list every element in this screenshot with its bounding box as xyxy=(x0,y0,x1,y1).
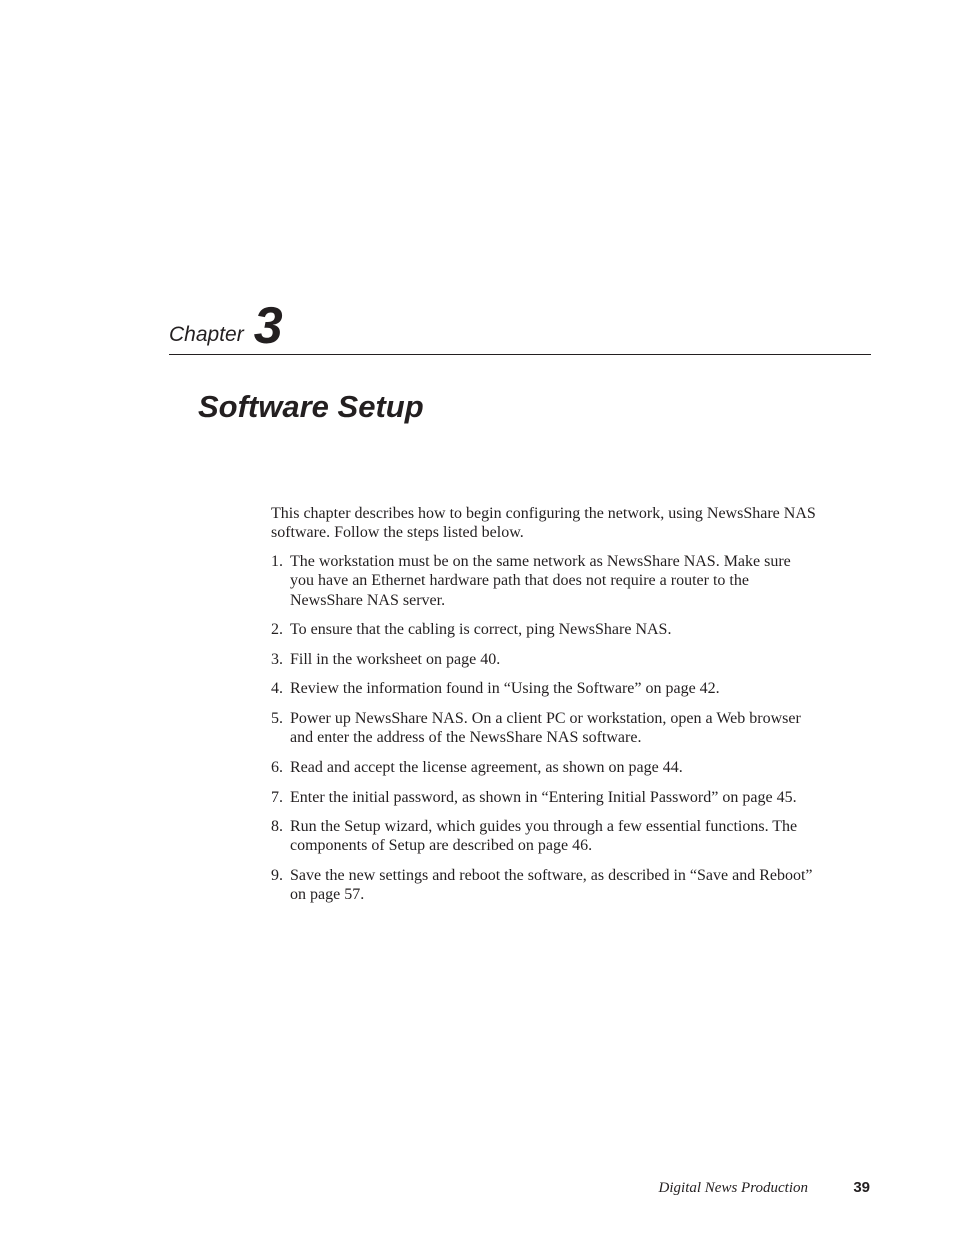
step-item xyxy=(271,817,816,856)
step-text: Read and accept the license agreement, as shown on page 44. xyxy=(290,758,683,776)
step-item xyxy=(271,650,816,669)
step-text: Power up NewsShare NAS. On a client PC or workstation, open a Web browser and enter the address of the NewsShare NAS software. xyxy=(290,710,801,747)
chapter-title: Software Setup xyxy=(198,389,424,424)
step-text: Save the new settings and reboot the software, as described in “Save and Reboot” on page 57. xyxy=(290,867,813,904)
step-item xyxy=(271,552,816,610)
step-number: 8. xyxy=(271,818,283,836)
step-item xyxy=(271,679,816,698)
chapter-number: 3 xyxy=(253,297,283,355)
step-item xyxy=(271,788,816,807)
step-number: 3. xyxy=(271,650,283,668)
step-number: 7. xyxy=(271,788,283,806)
step-text: The workstation must be on the same network as NewsShare NAS. Make sure you have an Ethernet hardware path that does not require a router to the NewsShare NAS server. xyxy=(290,553,791,609)
step-number: 1. xyxy=(271,553,283,571)
chapter-label: Chapter xyxy=(169,323,244,346)
step-item xyxy=(271,866,816,905)
page-footer xyxy=(0,1178,954,1198)
chapter-divider xyxy=(169,354,871,355)
step-number: 9. xyxy=(271,867,283,885)
step-text: Review the information found in “Using the Software” on page 42. xyxy=(290,680,720,698)
step-text: Enter the initial password, as shown in “Entering Initial Password” on page 45. xyxy=(290,788,797,806)
intro-paragraph: This chapter describes how to begin configuring the network, using NewsShare NAS software. Follow the steps listed below. xyxy=(271,505,816,542)
step-text: To ensure that the cabling is correct, ping NewsShare NAS. xyxy=(290,621,672,639)
step-number: 4. xyxy=(271,680,283,698)
chapter-body xyxy=(271,504,816,915)
chapter-heading xyxy=(169,296,283,355)
step-item xyxy=(271,709,816,748)
step-text: Fill in the worksheet on page 40. xyxy=(290,650,501,668)
setup-steps-list xyxy=(271,552,816,905)
page-number: 39 xyxy=(853,1179,870,1196)
footer-book-title: Digital News Production xyxy=(658,1180,808,1196)
step-number: 6. xyxy=(271,758,283,776)
step-text: Run the Setup wizard, which guides you through a few essential functions. The components of Setup are described on page 46. xyxy=(290,818,798,855)
step-number: 2. xyxy=(271,621,283,639)
step-item xyxy=(271,620,816,639)
step-number: 5. xyxy=(271,710,283,728)
step-item xyxy=(271,758,816,777)
